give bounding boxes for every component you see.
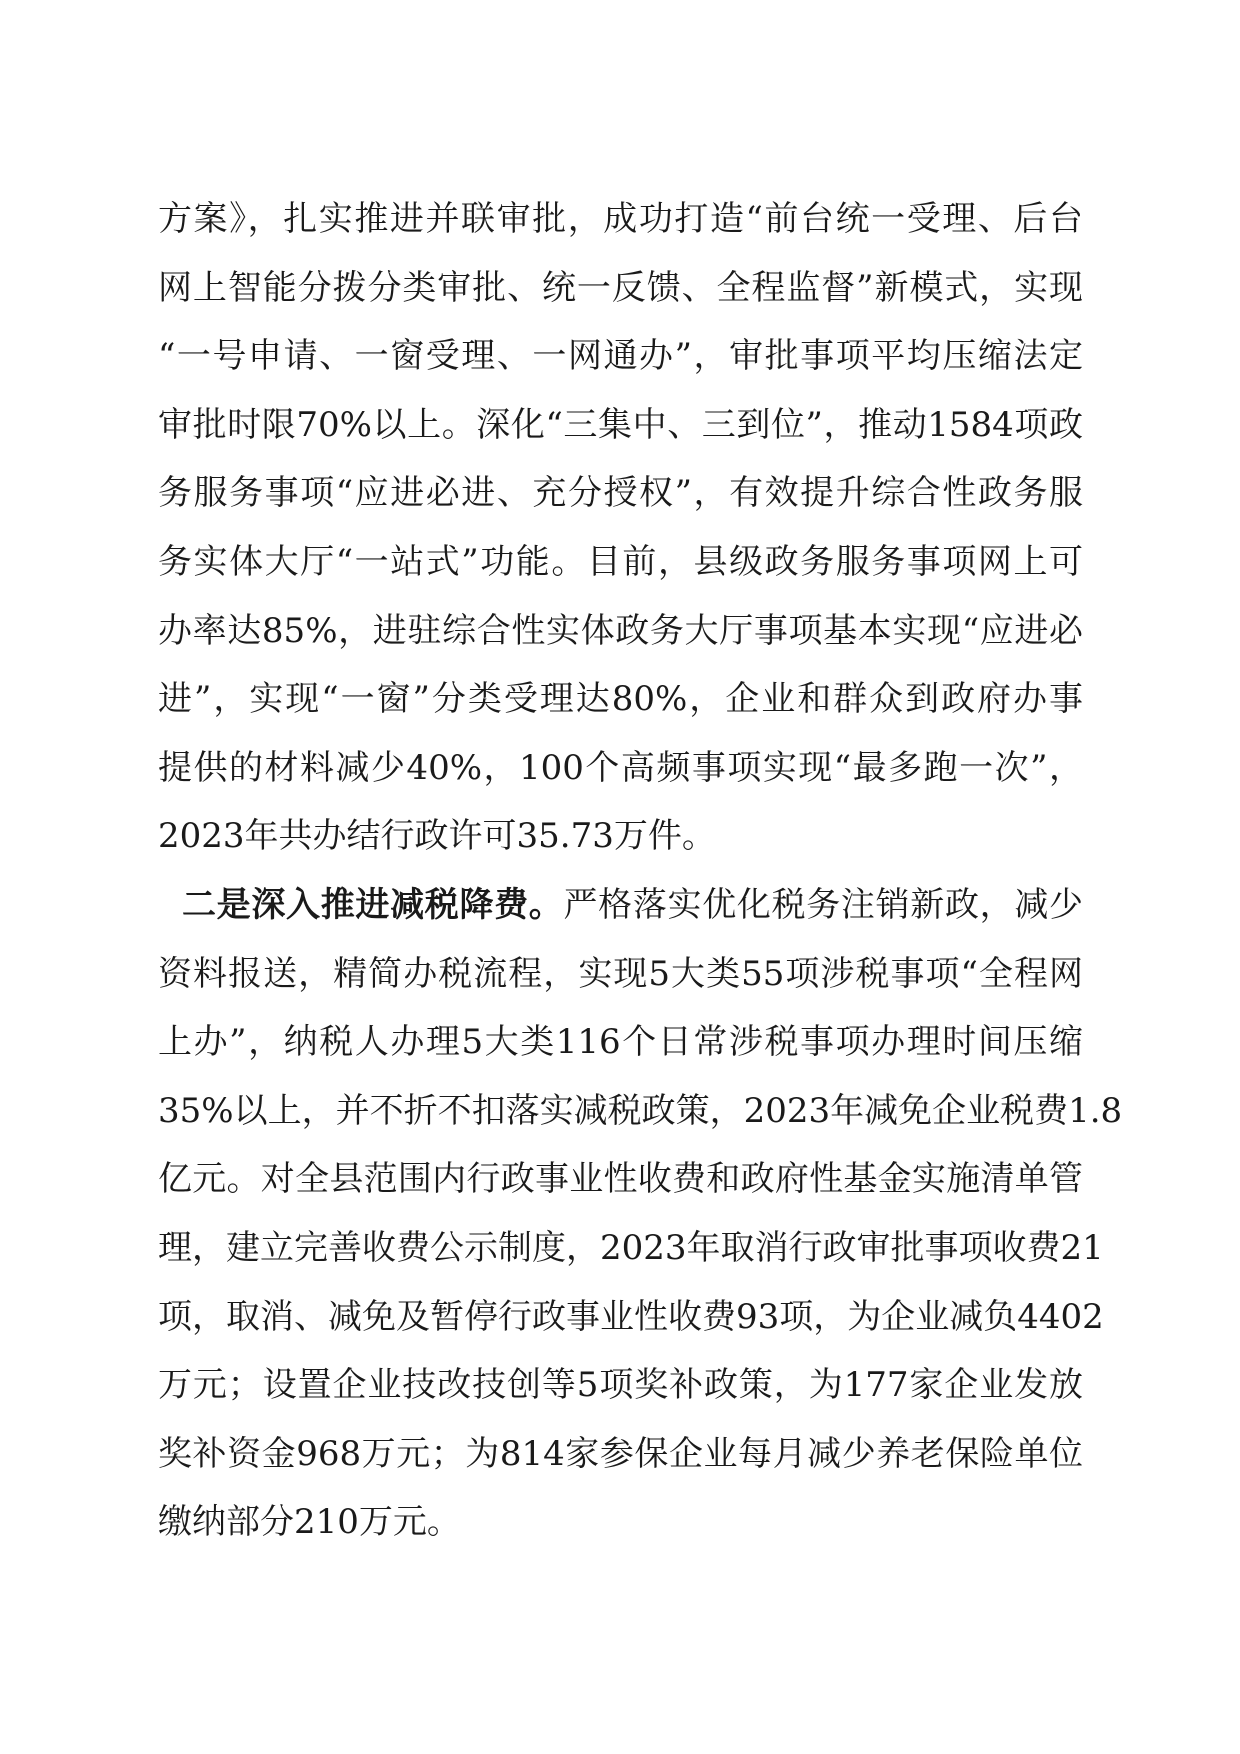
text-line: 2023年共办结行政许可35.73万件。 [158,816,716,857]
text-line: 提供的材料减少40%，100个高频事项实现“最多跑一次”， [158,747,1083,788]
text-line: 项，取消、减免及暂停行政事业性收费93项，为企业减负4402 [158,1296,1104,1337]
text-line: 办率达85%，进驻综合性实体政务大厅事项基本实现“应进必 [158,610,1083,651]
text-line: 方案》，扎实推进并联审批，成功打造“前台统一受理、后台 [158,199,1083,239]
paragraph-first-line [158,871,1083,940]
text-line: 进”，实现“一窗”分类受理达80%，企业和群众到政府办事 [158,679,1083,720]
text-span: 严格落实优化税务注销新政，减少 [563,884,1084,925]
text-line: 资料报送，精简办税流程，实现5大类55项涉税事项“全程网 [158,953,1083,994]
section-heading: 二是深入推进减税降费。 [182,884,564,925]
text-line: 务服务事项“应进必进、充分授权”，有效提升综合性政务服 [158,473,1083,514]
text-line: 缴纳部分210万元。 [158,1502,461,1543]
text-line: 万元；设置企业技改技创等5项奖补政策，为177家企业发放 [158,1365,1083,1406]
paragraph-approval-reform [158,185,1083,871]
text-line: 35%以上，并不折不扣落实减税政策，2023年减免企业税费1.8 [158,1090,1123,1131]
text-line: 务实体大厅“一站式”功能。目前，县级政务服务事项网上可 [158,541,1083,582]
text-line: 审批时限70%以上。深化“三集中、三到位”，推动1584项政 [158,404,1083,445]
text-line: “一号申请、一窗受理、一网通办”，审批事项平均压缩法定 [158,336,1083,377]
document-page [158,185,1123,1557]
paragraph-tax-reduction [158,871,1123,1557]
text-line: 亿元。对全县范围内行政事业性收费和政府性基金实施清单管 [158,1159,1083,1200]
text-line: 理，建立完善收费公示制度，2023年取消行政审批事项收费21 [158,1227,1104,1268]
text-line: 上办”，纳税人办理5大类116个日常涉税事项办理时间压缩 [158,1022,1083,1063]
text-line: 网上智能分拨分类审批、统一反馈、全程监督”新模式，实现 [158,267,1083,308]
text-line: 奖补资金968万元；为814家参保企业每月减少养老保险单位 [158,1433,1083,1474]
